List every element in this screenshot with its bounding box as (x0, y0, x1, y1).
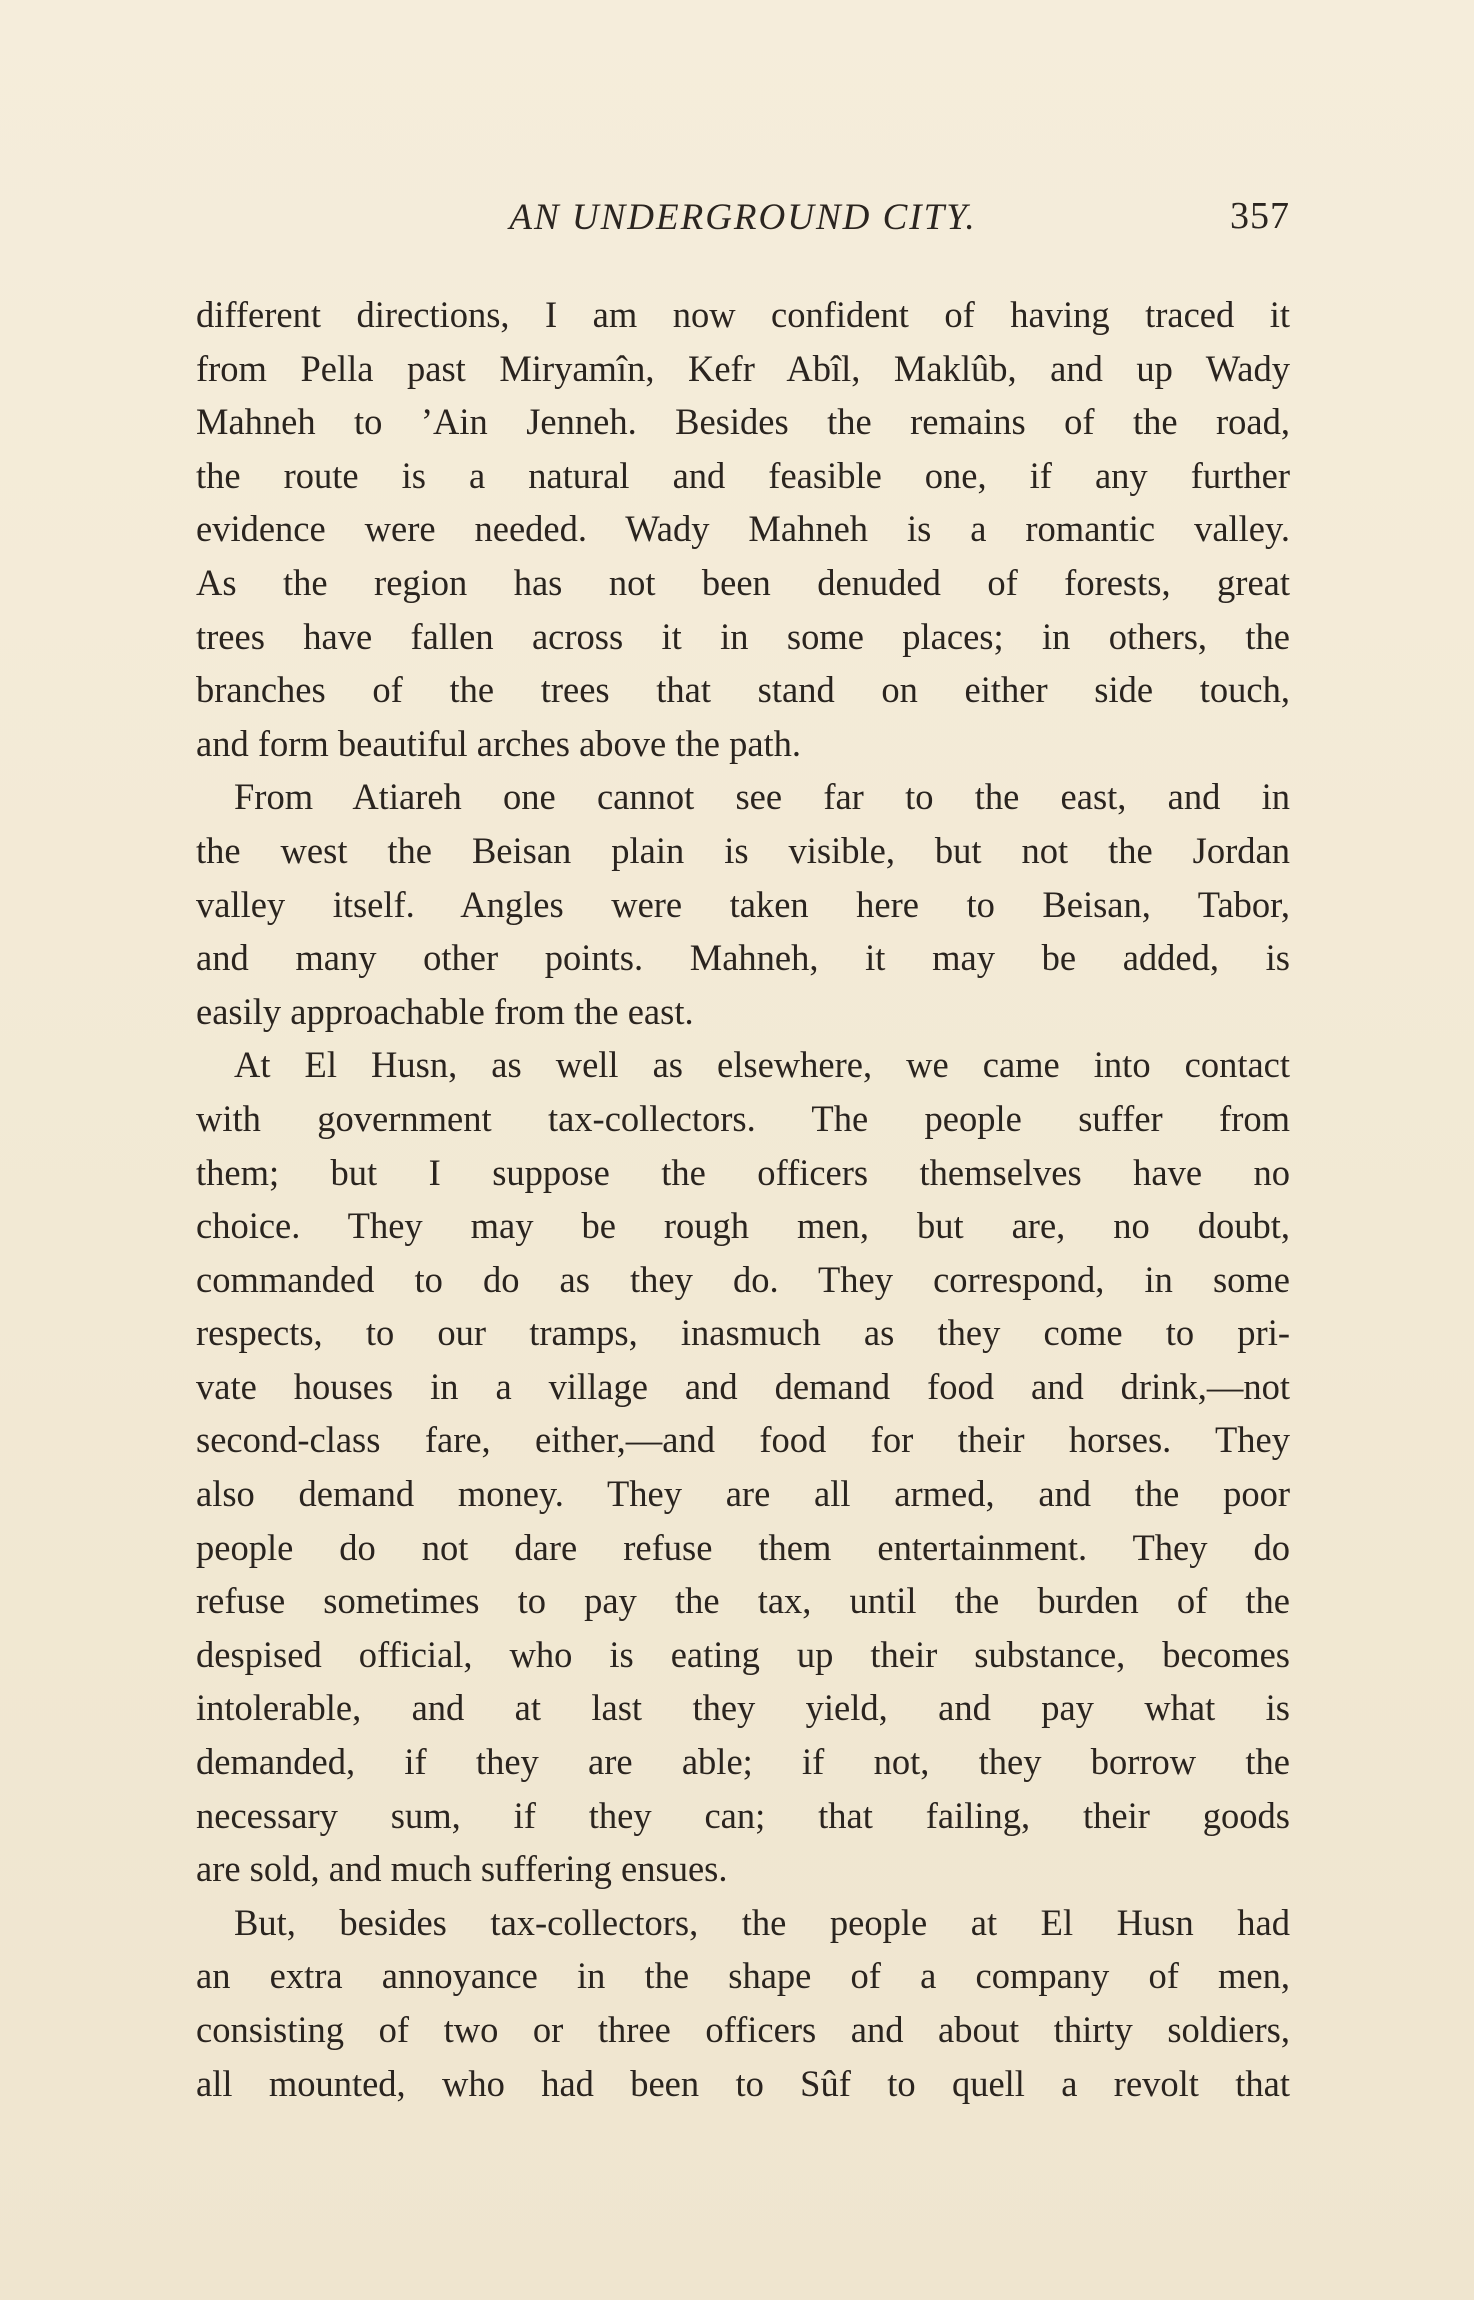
page-header (196, 190, 1290, 260)
text-line: from Pella past Miryamîn, Kefr Abîl, Maklûb, and up Wady (196, 347, 1290, 389)
paragraph (196, 1896, 1290, 2110)
text-line: people do not dare refuse them entertainment. They do (196, 1526, 1290, 1568)
text-line: Mahneh to ’Ain Jenneh. Besides the remains of the road, (196, 401, 1290, 443)
text-line: choice. They may be rough men, but are, no doubt, (196, 1205, 1290, 1247)
text-line: As the region has not been denuded of forests, great (196, 561, 1290, 603)
running-head: AN UNDERGROUND CITY. (509, 197, 977, 238)
paragraph (196, 1038, 1290, 1896)
text-line: respects, to our tramps, inasmuch as they come to pri- (196, 1312, 1290, 1354)
paragraph (196, 288, 1290, 770)
text-line: commanded to do as they do. They correspond, in some (196, 1258, 1290, 1300)
text-line: trees have fallen across it in some places; in others, the (196, 615, 1290, 657)
text-line: From Atiareh one cannot see far to the east, and in (234, 776, 1290, 818)
text-line: branches of the trees that stand on either side touch, (196, 669, 1290, 711)
text-line: necessary sum, if they can; that failing, their goods (196, 1794, 1290, 1836)
text-line: and form beautiful arches above the path. (196, 722, 802, 764)
text-line: consisting of two or three officers and about thirty soldiers, (196, 2009, 1290, 2050)
paragraph (196, 770, 1290, 1038)
text-line: them; but I suppose the officers themselves have no (196, 1151, 1290, 1193)
text-line: At El Husn, as well as elsewhere, we came into contact (234, 1044, 1290, 1086)
text-line: valley itself. Angles were taken here to Beisan, Tabor, (196, 883, 1290, 925)
text-line: intolerable, and at last they yield, and pay what is (196, 1687, 1290, 1729)
text-line: all mounted, who had been to Sûf to quell a revolt that (196, 2062, 1290, 2104)
text-line: But, besides tax-collectors, the people at El Husn had (234, 1901, 1290, 1943)
text-line: the west the Beisan plain is visible, but not the Jordan (196, 829, 1290, 871)
text-line: second-class fare, either,—and food for their horses. They (196, 1419, 1290, 1461)
text-line: with government tax-collectors. The people suffer from (196, 1097, 1290, 1139)
text-line: vate houses in a village and demand food and drink,—not (196, 1365, 1290, 1407)
text-line: different directions, I am now confident of having traced it (196, 294, 1290, 335)
body-text (196, 288, 1290, 2110)
text-line: are sold, and much suffering ensues. (196, 1848, 728, 1890)
text-line: also demand money. They are all armed, and the poor (196, 1473, 1290, 1515)
text-line: an extra annoyance in the shape of a company of men, (196, 1955, 1290, 1997)
text-line: evidence were needed. Wady Mahneh is a romantic valley. (196, 508, 1290, 550)
text-line: refuse sometimes to pay the tax, until the burden of the (196, 1580, 1290, 1622)
text-line: and many other points. Mahneh, it may be added, is (196, 937, 1290, 979)
text-line: despised official, who is eating up their substance, becomes (196, 1633, 1290, 1675)
page-number: 357 (1230, 195, 1290, 237)
text-line: the route is a natural and feasible one, if any further (196, 454, 1290, 496)
text-line: demanded, if they are able; if not, they borrow the (196, 1741, 1290, 1783)
text-line: easily approachable from the east. (196, 990, 694, 1032)
